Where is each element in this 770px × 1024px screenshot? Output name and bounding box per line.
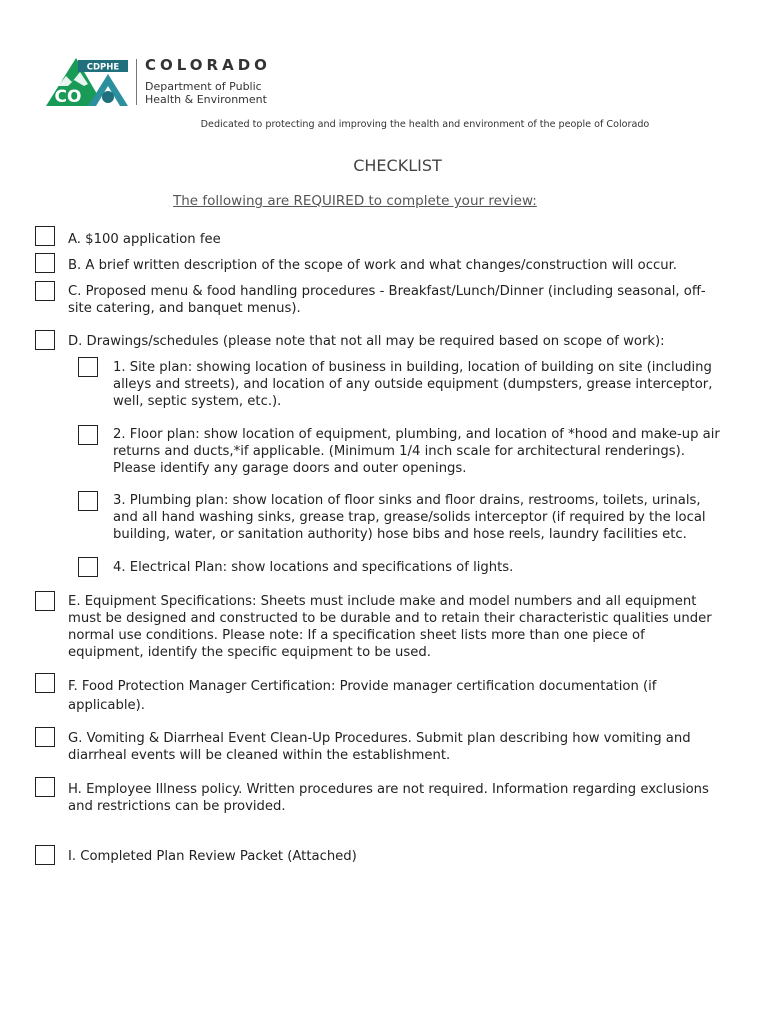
checklist-item-d4: 4. Electrical Plan: show locations and specifications of lights.: [113, 560, 514, 575]
dept-line-1: Department of Public: [145, 80, 262, 93]
checklist-item-f: F. Food Protection Manager Certification: Provide manager certification documentation (if applicable).: [68, 679, 657, 713]
checklist-item-d2: 2. Floor plan: show location of equipment, plumbing, and location of *hood and make-up air returns and ducts,*if applicable. (Minimum 1/4 inch scale for architectural renderings). Please identify any garage doors and outer openings.: [113, 427, 720, 476]
org-department: [145, 80, 267, 106]
tagline: [0, 119, 770, 130]
checkbox-d2[interactable]: [78, 425, 98, 445]
checkbox-f[interactable]: [35, 673, 55, 693]
page-subtitle: The following are REQUIRED to complete your review:: [173, 193, 537, 209]
checkbox-i[interactable]: [35, 845, 55, 865]
page-title-text: CHECKLIST: [353, 156, 442, 175]
checkbox-d[interactable]: [35, 330, 55, 350]
checklist-item-d1: 1. Site plan: showing location of business in building, location of building on site (including alleys and streets), and location of any outside equipment (dumpsters, grease interceptor, well, septic system, etc.).: [113, 360, 713, 409]
logo-state-text: CO: [54, 87, 82, 107]
checkbox-c[interactable]: [35, 281, 55, 301]
header-divider: [136, 59, 137, 105]
checkbox-h[interactable]: [35, 777, 55, 797]
colorado-cdphe-logo: [44, 56, 134, 108]
checklist-item-h: H. Employee Illness policy. Written procedures are not required. Information regarding exclusions and restrictions can be provided.: [68, 782, 709, 814]
checkbox-g[interactable]: [35, 727, 55, 747]
checklist-item-b: B. A brief written description of the scope of work and what changes/construction will occur.: [68, 258, 677, 273]
checklist-item-a: A. $100 application fee: [68, 232, 221, 247]
checkbox-d3[interactable]: [78, 491, 98, 511]
logo-badge-text: CDPHE: [86, 62, 120, 73]
checkbox-d4[interactable]: [78, 557, 98, 577]
page-title: [0, 156, 770, 175]
checklist-item-i: I. Completed Plan Review Packet (Attached): [68, 849, 357, 864]
checkbox-a[interactable]: [35, 226, 55, 246]
checklist-item-e: E. Equipment Specifications: Sheets must include make and model numbers and all equipment must be designed and constructed to be durable and to retain their characteristic qualities under normal use conditions. Please note: If a specification sheet lists more than one piece of equipment, identify the specific equipment to be used.: [68, 594, 712, 660]
checklist-item-g: G. Vomiting & Diarrheal Event Clean-Up Procedures. Submit plan describing how vomiting and diarrheal events will be cleaned within the establishment.: [68, 731, 691, 763]
checklist-item-d3: 3. Plumbing plan: show location of floor sinks and floor drains, restrooms, toilets, urinals, and all hand washing sinks, grease trap, grease/solids interceptor (if required by the local building, water, or sanitation authority) hose bibs and hose reels, laundry facilities etc.: [113, 493, 706, 542]
org-name: COLORADO: [145, 56, 271, 74]
checkbox-e[interactable]: [35, 591, 55, 611]
checklist-item-c: C. Proposed menu & food handling procedures - Breakfast/Lunch/Dinner (including seasonal, off-site catering, and banquet menus).: [68, 284, 706, 316]
dept-line-2: Health & Environment: [145, 93, 267, 106]
checkbox-b[interactable]: [35, 253, 55, 273]
checklist-item-d: D. Drawings/schedules (please note that not all may be required based on scope of work):: [68, 334, 665, 349]
tagline-text: Dedicated to protecting and improving the health and environment of the people of Colorado: [200, 119, 650, 130]
checkbox-d1[interactable]: [78, 357, 98, 377]
